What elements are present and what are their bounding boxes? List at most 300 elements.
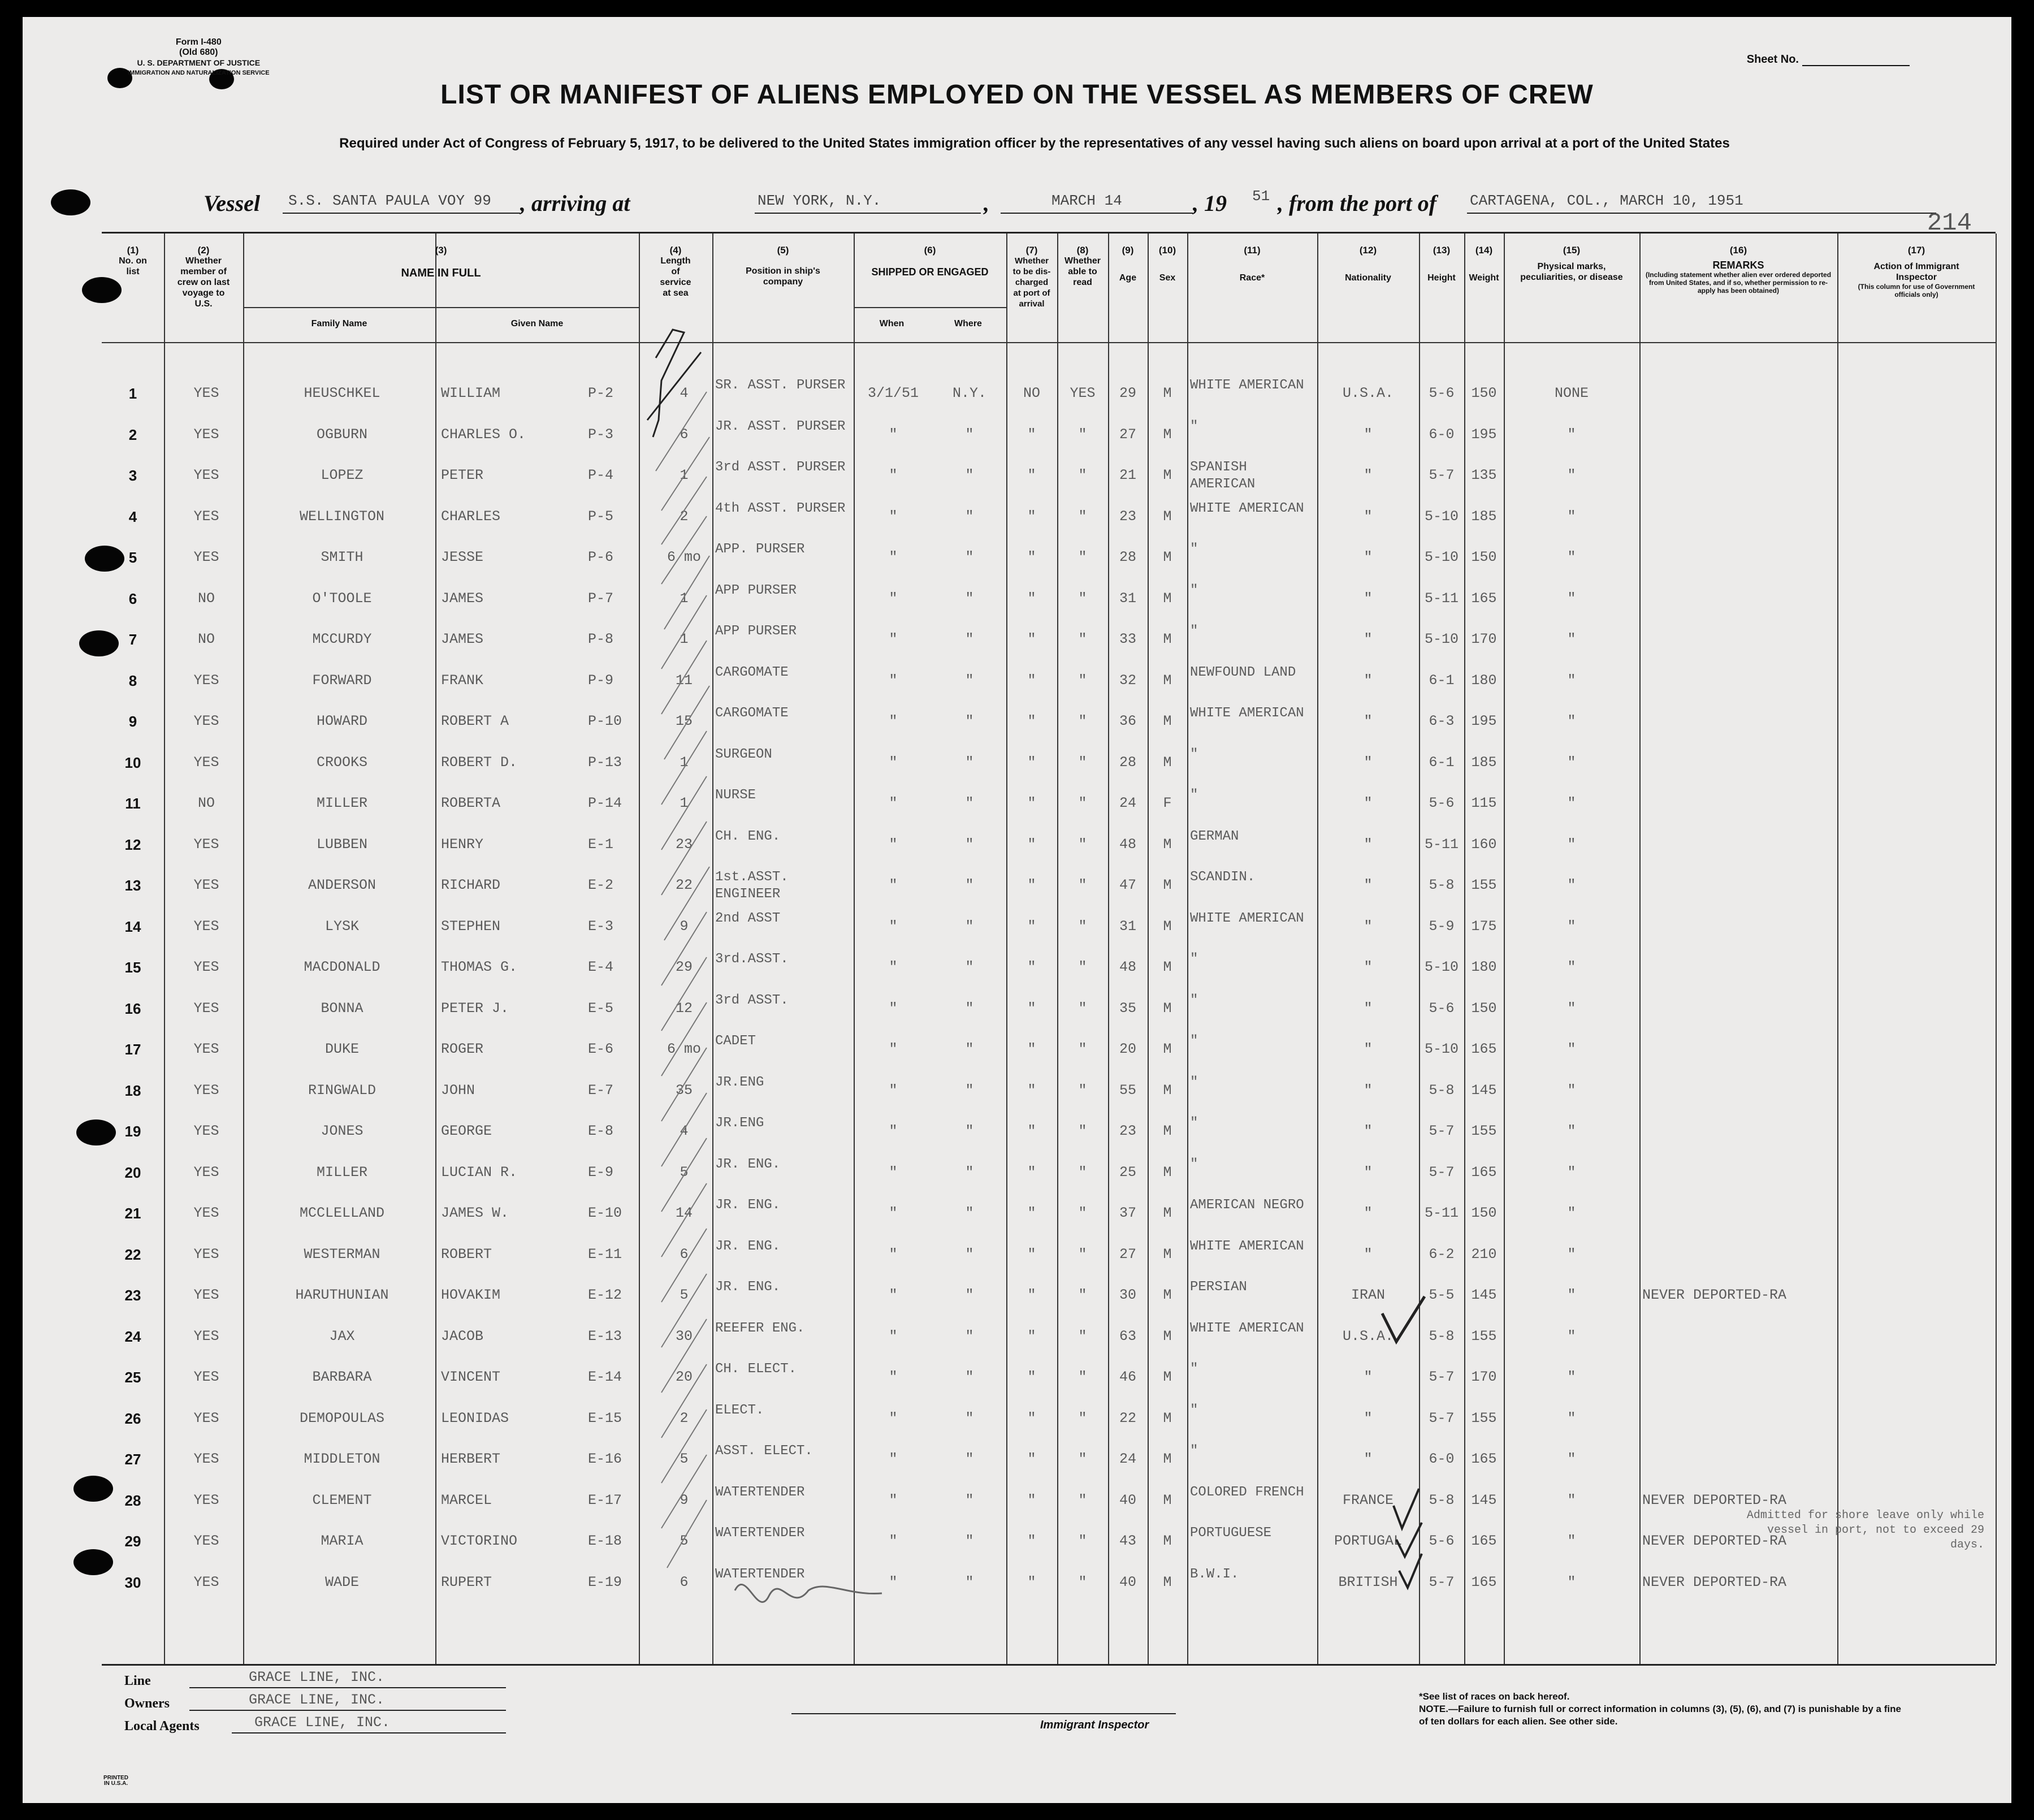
- cell-family-name: ANDERSON: [308, 877, 376, 893]
- cell-age: 46: [1119, 1369, 1136, 1385]
- cell-discharged: ": [1027, 1533, 1036, 1549]
- owners-value: GRACE LINE, INC.: [249, 1692, 385, 1708]
- cell-crew-code: E-5: [588, 1000, 614, 1017]
- cell-weight: 145: [1471, 1082, 1497, 1099]
- cell-shipped-where: ": [965, 795, 974, 811]
- cell-crew-code: E-19: [588, 1573, 622, 1590]
- cell-crew-code: P-9: [588, 672, 614, 689]
- cell-weight: 195: [1471, 426, 1497, 443]
- cell-position: REEFER ENG.: [715, 1320, 805, 1336]
- tally-mark: [653, 330, 684, 437]
- cell-nationality: ": [1364, 836, 1373, 853]
- cell-shipped-where: ": [965, 1328, 974, 1345]
- cell-remarks: NEVER DEPORTED-RA: [1642, 1492, 1787, 1508]
- check-mark: [1382, 1296, 1425, 1342]
- cell-weight: 165: [1471, 590, 1497, 607]
- cell-physical-marks: ": [1567, 1451, 1576, 1467]
- cell-discharged: ": [1027, 1410, 1036, 1426]
- page-stamp-number: 214: [1927, 209, 1972, 237]
- cell-shipped-when: ": [889, 1369, 898, 1385]
- cell-age: 23: [1119, 508, 1136, 525]
- cell-able-to-read: ": [1078, 590, 1087, 607]
- cell-shipped-when: ": [889, 1451, 898, 1467]
- cell-race: WHITE AMERICAN: [1190, 378, 1304, 393]
- local-agents-label: Local Agents: [124, 1719, 200, 1733]
- cell-length-of-service: 2: [680, 1410, 689, 1426]
- cell-able-to-read: ": [1078, 1410, 1087, 1426]
- cell-nationality: PORTUGAL: [1334, 1533, 1403, 1549]
- cell-age: 55: [1119, 1082, 1136, 1099]
- cell-weight: 175: [1471, 918, 1497, 935]
- cell-crew-last-voyage: YES: [193, 549, 219, 565]
- col-header-length-service: (4) Length of service at sea: [660, 245, 691, 298]
- cell-shipped-where: ": [965, 1287, 974, 1303]
- cell-height: 5-10: [1424, 631, 1459, 647]
- cell-row-number: 2: [128, 426, 137, 443]
- cell-discharged: ": [1027, 713, 1036, 729]
- cell-sex: M: [1163, 713, 1172, 729]
- cell-family-name: LYSK: [324, 918, 359, 935]
- cell-race: AMERICAN NEGRO: [1190, 1198, 1304, 1213]
- vessel-name: S.S. SANTA PAULA VOY 99: [288, 192, 491, 209]
- cell-nationality: BRITISH: [1338, 1573, 1398, 1590]
- cell-row-number: 6: [128, 590, 137, 607]
- cell-height: 6-0: [1429, 1451, 1455, 1467]
- cell-length-of-service: 9: [680, 1492, 689, 1508]
- cell-weight: 170: [1471, 1369, 1497, 1385]
- cell-age: 35: [1119, 1000, 1136, 1017]
- cell-crew-last-voyage: YES: [193, 1000, 219, 1017]
- cell-row-number: 15: [124, 959, 141, 976]
- cell-crew-last-voyage: YES: [193, 1328, 219, 1345]
- col-header-discharged: (7) Whether to be dis-charged at port of arrival: [1012, 245, 1051, 309]
- cell-race: B.W.I.: [1190, 1566, 1239, 1582]
- cell-age: 22: [1119, 1410, 1136, 1426]
- cell-shipped-where: ": [965, 918, 974, 935]
- cell-crew-last-voyage: YES: [193, 1573, 219, 1590]
- cell-sex: M: [1163, 549, 1172, 565]
- cell-discharged: NO: [1023, 385, 1040, 401]
- cell-family-name: BARBARA: [312, 1369, 372, 1385]
- cell-age: 40: [1119, 1573, 1136, 1590]
- cell-age: 30: [1119, 1287, 1136, 1303]
- cell-shipped-when: ": [889, 1041, 898, 1057]
- cell-crew-code: E-11: [588, 1246, 622, 1263]
- cell-race: WHITE AMERICAN: [1190, 1238, 1304, 1254]
- check-mark: [1393, 1489, 1419, 1528]
- cell-discharged: ": [1027, 795, 1036, 811]
- cell-height: 6-1: [1429, 672, 1455, 689]
- cell-row-number: 19: [124, 1123, 141, 1140]
- cell-height: 6-0: [1429, 426, 1455, 443]
- cell-position: 2nd ASST: [715, 910, 781, 926]
- cell-shipped-when: ": [889, 1410, 898, 1426]
- cell-able-to-read: ": [1078, 836, 1087, 853]
- cell-physical-marks: ": [1567, 1533, 1576, 1549]
- cell-shipped-when: ": [889, 877, 898, 893]
- cell-length-of-service: 22: [675, 877, 693, 893]
- cell-height: 5-7: [1429, 1369, 1455, 1385]
- cell-discharged: ": [1027, 1164, 1036, 1181]
- cell-given-name: LUCIAN R.: [441, 1164, 518, 1181]
- cell-physical-marks: ": [1567, 877, 1576, 893]
- cell-physical-marks: ": [1567, 1000, 1576, 1017]
- cell-shipped-where: ": [965, 1082, 974, 1099]
- cell-sex: M: [1163, 1164, 1172, 1181]
- cell-crew-last-voyage: YES: [193, 1246, 219, 1263]
- cell-position: CH. ELECT.: [715, 1361, 797, 1377]
- from-port: CARTAGENA, COL., MARCH 10, 1951: [1470, 192, 1743, 209]
- cell-able-to-read: ": [1078, 795, 1087, 811]
- col-header-family-name: Family Name: [311, 319, 367, 328]
- cell-height: 5-7: [1429, 467, 1455, 483]
- cell-able-to-read: ": [1078, 1573, 1087, 1590]
- cell-shipped-where: ": [965, 426, 974, 443]
- cell-crew-last-voyage: YES: [193, 877, 219, 893]
- cell-given-name: ROGER: [441, 1041, 484, 1057]
- cell-crew-code: P-13: [588, 754, 622, 771]
- cell-given-name: VINCENT: [441, 1369, 501, 1385]
- cell-shipped-when: ": [889, 1533, 898, 1549]
- owners-rule: [189, 1710, 506, 1711]
- cell-crew-last-voyage: YES: [193, 1082, 219, 1099]
- cell-family-name: MARIA: [321, 1533, 363, 1549]
- cell-row-number: 9: [128, 713, 137, 730]
- cell-weight: 115: [1471, 795, 1497, 811]
- cell-family-name: JAX: [329, 1328, 355, 1345]
- col-header-able-to-read: (8) Whether able to read: [1064, 245, 1101, 287]
- cell-sex: M: [1163, 1082, 1172, 1099]
- cell-length-of-service: 1: [680, 795, 689, 811]
- cell-length-of-service: 6: [680, 1246, 689, 1263]
- cell-row-number: 20: [124, 1164, 141, 1181]
- cell-family-name: MACDONALD: [304, 959, 380, 975]
- cell-shipped-when: ": [889, 713, 898, 729]
- cell-family-name: WADE: [324, 1573, 359, 1590]
- check-mark: [1396, 1523, 1422, 1557]
- cell-position: 3rd ASST. PURSER: [715, 460, 846, 475]
- cell-shipped-where: ": [965, 549, 974, 565]
- sheet-number: [1747, 53, 1910, 66]
- cell-given-name: JACOB: [441, 1328, 484, 1345]
- cell-discharged: ": [1027, 426, 1036, 443]
- cell-crew-last-voyage: YES: [193, 1287, 219, 1303]
- arriving-label: , arriving at: [520, 191, 630, 216]
- cell-row-number: 5: [128, 549, 137, 566]
- cell-length-of-service: 30: [675, 1328, 693, 1345]
- col-header-age: (9) Age: [1119, 245, 1137, 283]
- cell-nationality: ": [1364, 467, 1373, 483]
- cell-height: 6-1: [1429, 754, 1455, 771]
- cell-given-name: HENRY: [441, 836, 484, 853]
- cell-sex: M: [1163, 1246, 1172, 1263]
- cell-length-of-service: 2: [680, 508, 689, 525]
- cell-nationality: ": [1364, 1205, 1373, 1221]
- cell-given-name: ROBERT D.: [441, 754, 518, 771]
- cell-nationality: ": [1364, 754, 1373, 771]
- cell-sex: M: [1163, 631, 1172, 647]
- cell-able-to-read: ": [1078, 1533, 1087, 1549]
- cell-given-name: RICHARD: [441, 877, 501, 893]
- tally-mark: [647, 352, 701, 420]
- cell-able-to-read: ": [1078, 426, 1087, 443]
- cell-crew-last-voyage: YES: [193, 754, 219, 771]
- cell-physical-marks: ": [1567, 467, 1576, 483]
- cell-position: CH. ENG.: [715, 828, 781, 844]
- cell-age: 23: [1119, 1123, 1136, 1139]
- cell-position: CARGOMATE: [715, 664, 789, 680]
- cell-physical-marks: ": [1567, 1287, 1576, 1303]
- cell-family-name: WESTERMAN: [304, 1246, 380, 1263]
- cell-row-number: 27: [124, 1451, 141, 1468]
- cell-sex: M: [1163, 1573, 1172, 1590]
- cell-discharged: ": [1027, 1287, 1036, 1303]
- cell-discharged: ": [1027, 631, 1036, 647]
- year-suffix: 51: [1252, 188, 1270, 205]
- cell-nationality: ": [1364, 1164, 1373, 1181]
- cell-height: 6-3: [1429, 713, 1455, 729]
- service-name: IMMIGRATION AND NATURALIZATION SERVICE: [128, 70, 270, 76]
- cell-able-to-read: ": [1078, 1041, 1087, 1057]
- cell-race: ": [1190, 1156, 1198, 1172]
- cell-race: ": [1190, 1402, 1198, 1418]
- cell-age: 21: [1119, 467, 1136, 483]
- cell-able-to-read: ": [1078, 1328, 1087, 1345]
- cell-family-name: O'TOOLE: [312, 590, 372, 607]
- cell-height: 5-10: [1424, 549, 1459, 565]
- cell-race: ": [1190, 1116, 1198, 1131]
- cell-given-name: RUPERT: [441, 1573, 492, 1590]
- cell-crew-last-voyage: YES: [193, 1451, 219, 1467]
- cell-position: NURSE: [715, 788, 756, 803]
- cell-crew-last-voyage: YES: [193, 1410, 219, 1426]
- cell-height: 5-11: [1424, 590, 1459, 607]
- cell-shipped-when: 3/1/51: [867, 385, 919, 401]
- cell-discharged: ": [1027, 877, 1036, 893]
- footer: [23, 1669, 2011, 1787]
- cell-length-of-service: 29: [675, 959, 693, 975]
- cell-weight: 195: [1471, 713, 1497, 729]
- cell-physical-marks: ": [1567, 754, 1576, 771]
- cell-given-name: STEPHEN: [441, 918, 501, 935]
- cell-physical-marks: ": [1567, 795, 1576, 811]
- cell-height: 5-8: [1429, 1328, 1455, 1345]
- cell-shipped-where: ": [965, 508, 974, 525]
- cell-physical-marks: ": [1567, 918, 1576, 935]
- cell-able-to-read: ": [1078, 1123, 1087, 1139]
- tally-stroke: [656, 392, 709, 1568]
- from-port-line: [1467, 213, 1936, 214]
- cell-physical-marks: ": [1567, 590, 1576, 607]
- cell-physical-marks: ": [1567, 1573, 1576, 1590]
- cell-given-name: WILLIAM: [441, 385, 501, 401]
- cell-family-name: LOPEZ: [321, 467, 363, 483]
- cell-age: 27: [1119, 1246, 1136, 1263]
- cell-crew-code: E-2: [588, 877, 614, 893]
- cell-physical-marks: ": [1567, 1164, 1576, 1181]
- cell-nationality: ": [1364, 795, 1373, 811]
- cell-position: JR.ENG: [715, 1116, 764, 1131]
- cell-sex: M: [1163, 1205, 1172, 1221]
- cell-row-number: 23: [124, 1287, 141, 1304]
- cell-given-name: PETER: [441, 467, 484, 483]
- cell-crew-code: E-10: [588, 1205, 622, 1221]
- cell-age: 43: [1119, 1533, 1136, 1549]
- cell-shipped-when: ": [889, 795, 898, 811]
- cell-shipped-when: ": [889, 1492, 898, 1508]
- cell-discharged: ": [1027, 959, 1036, 975]
- cell-position: APP PURSER: [715, 582, 797, 598]
- form-old-number: (Old 680): [179, 47, 218, 57]
- cell-family-name: MIDDLETON: [304, 1451, 380, 1467]
- cell-crew-code: E-4: [588, 959, 614, 975]
- cell-crew-last-voyage: YES: [193, 1164, 219, 1181]
- cell-length-of-service: 6 mo: [667, 549, 701, 565]
- col-header-where: Where: [954, 319, 982, 328]
- cell-nationality: ": [1364, 508, 1373, 525]
- col-header-name: (3) NAME IN FULL: [401, 245, 481, 279]
- footer-notes: [1419, 1691, 1911, 1728]
- cell-position: APP PURSER: [715, 624, 797, 639]
- cell-given-name: THOMAS G.: [441, 959, 518, 975]
- cell-nationality: U.S.A.: [1342, 1328, 1393, 1345]
- cell-given-name: FRANK: [441, 672, 484, 689]
- cell-weight: 165: [1471, 1164, 1497, 1181]
- cell-row-number: 3: [128, 467, 137, 484]
- cell-row-number: 12: [124, 836, 141, 853]
- cell-sex: M: [1163, 1123, 1172, 1139]
- cell-age: 33: [1119, 631, 1136, 647]
- cell-nationality: IRAN: [1351, 1287, 1385, 1303]
- cell-crew-last-voyage: NO: [197, 795, 215, 811]
- cell-nationality: ": [1364, 1082, 1373, 1099]
- cell-weight: 150: [1471, 1205, 1497, 1221]
- cell-race: ": [1190, 992, 1198, 1008]
- cell-race: ": [1190, 418, 1198, 434]
- cell-weight: 165: [1471, 1041, 1497, 1057]
- cell-length-of-service: 6 mo: [667, 1041, 701, 1057]
- cell-physical-marks: ": [1567, 1410, 1576, 1426]
- cell-race: WHITE AMERICAN: [1190, 500, 1304, 516]
- cell-shipped-when: ": [889, 1164, 898, 1181]
- cell-row-number: 8: [128, 672, 137, 689]
- cell-height: 5-6: [1429, 385, 1455, 401]
- cell-length-of-service: 5: [680, 1533, 689, 1549]
- cell-given-name: ROBERTA: [441, 795, 501, 811]
- cell-nationality: FRANCE: [1342, 1492, 1393, 1508]
- col-header-sex: (10) Sex: [1158, 245, 1176, 283]
- cell-able-to-read: ": [1078, 467, 1087, 483]
- cell-nationality: ": [1364, 1410, 1373, 1426]
- cell-row-number: 14: [124, 918, 141, 935]
- line-value: GRACE LINE, INC.: [249, 1669, 385, 1685]
- cell-discharged: ": [1027, 1123, 1036, 1139]
- cell-weight: 150: [1471, 385, 1497, 401]
- page-title: LIST OR MANIFEST OF ALIENS EMPLOYED ON THE VESSEL AS MEMBERS OF CREW: [440, 80, 1594, 110]
- page-subtitle: Required under Act of Congress of February 5, 1917, to be delivered to the United States immigration officer by the representatives of any vessel having such aliens on board upon arrival at a port of the United States: [339, 136, 1730, 151]
- comma: ,: [984, 191, 989, 216]
- cell-shipped-where: ": [965, 1205, 974, 1221]
- cell-nationality: ": [1364, 713, 1373, 729]
- cell-given-name: PETER J.: [441, 1000, 509, 1017]
- form-identifier: [128, 37, 270, 78]
- cell-length-of-service: 1: [680, 754, 689, 771]
- cell-given-name: MARCEL: [441, 1492, 492, 1508]
- cell-age: 37: [1119, 1205, 1136, 1221]
- cell-age: 31: [1119, 590, 1136, 607]
- cell-row-number: 10: [124, 754, 141, 771]
- cell-position: 4th ASST. PURSER: [715, 500, 846, 516]
- cell-able-to-read: ": [1078, 631, 1087, 647]
- cell-discharged: ": [1027, 1369, 1036, 1385]
- cell-shipped-where: ": [965, 467, 974, 483]
- cell-physical-marks: ": [1567, 672, 1576, 689]
- cell-family-name: MCCLELLAND: [299, 1205, 385, 1221]
- cell-family-name: SMITH: [321, 549, 363, 565]
- cell-sex: M: [1163, 1328, 1172, 1345]
- cell-shipped-where: ": [965, 672, 974, 689]
- cell-family-name: CLEMENT: [312, 1492, 372, 1508]
- cell-remarks: NEVER DEPORTED-RA: [1642, 1533, 1787, 1549]
- cell-physical-marks: ": [1567, 959, 1576, 975]
- cell-nationality: ": [1364, 590, 1373, 607]
- cell-age: 20: [1119, 1041, 1136, 1057]
- cell-family-name: JONES: [321, 1123, 363, 1139]
- cell-position: CARGOMATE: [715, 706, 789, 721]
- arriving-line: [755, 213, 981, 214]
- cell-discharged: ": [1027, 918, 1036, 935]
- cell-weight: 155: [1471, 1328, 1497, 1345]
- cell-nationality: ": [1364, 877, 1373, 893]
- cell-height: 5-11: [1424, 836, 1459, 853]
- cell-shipped-where: N.Y.: [952, 385, 986, 401]
- cell-given-name: CHARLES O.: [441, 426, 526, 443]
- cell-weight: 150: [1471, 549, 1497, 565]
- cell-weight: 185: [1471, 754, 1497, 771]
- cell-weight: 155: [1471, 1410, 1497, 1426]
- col-header-remarks: (16) REMARKS (Including statement whether alien ever ordered deported from United States, and if so, whether permission to re-apply has been obtained): [1645, 245, 1832, 295]
- cell-row-number: 16: [124, 1000, 141, 1017]
- inspector-signature: [735, 1584, 882, 1602]
- cell-height: 5-7: [1429, 1573, 1455, 1590]
- sheet-number-label: Sheet No.: [1746, 53, 1799, 66]
- cell-physical-marks: ": [1567, 1246, 1576, 1263]
- cell-row-number: 11: [125, 795, 141, 812]
- cell-given-name: JAMES: [441, 631, 484, 647]
- cell-weight: 145: [1471, 1492, 1497, 1508]
- cell-able-to-read: ": [1078, 713, 1087, 729]
- cell-height: 5-5: [1429, 1287, 1455, 1303]
- check-mark: [1399, 1554, 1422, 1588]
- races-note: *See list of races on back hereof.: [1419, 1691, 1570, 1702]
- cell-able-to-read: ": [1078, 1246, 1087, 1263]
- cell-crew-code: E-13: [588, 1328, 622, 1345]
- cell-discharged: ": [1027, 836, 1036, 853]
- form-number: Form I-480: [175, 37, 222, 47]
- col-header-position: (5) Position in ship's company: [746, 245, 820, 287]
- cell-shipped-when: ": [889, 754, 898, 771]
- cell-discharged: ": [1027, 1328, 1036, 1345]
- cell-length-of-service: 12: [675, 1000, 693, 1017]
- cell-sex: M: [1163, 959, 1172, 975]
- agents-rule: [232, 1732, 506, 1733]
- cell-able-to-read: ": [1078, 549, 1087, 565]
- cell-length-of-service: 35: [675, 1082, 693, 1099]
- cell-physical-marks: ": [1567, 836, 1576, 853]
- cell-able-to-read: ": [1078, 754, 1087, 771]
- cell-shipped-when: ": [889, 959, 898, 975]
- cell-position: 3rd ASST.: [715, 992, 789, 1008]
